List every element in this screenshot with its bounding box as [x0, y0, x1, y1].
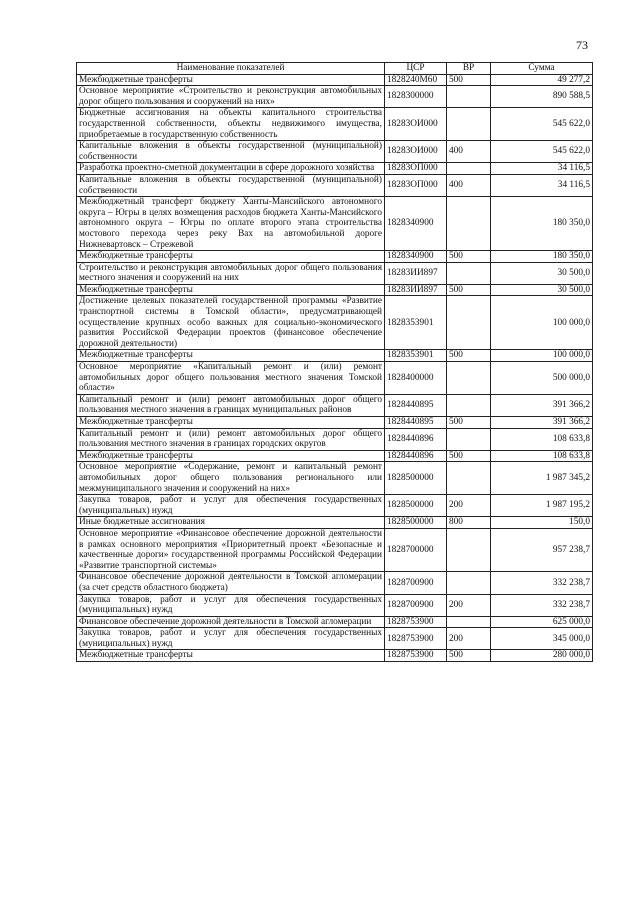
csr-code-cell: 1828340900: [385, 251, 447, 263]
csr-code-cell: 1828353901: [385, 350, 447, 362]
amount-cell: 108 633,8: [491, 450, 593, 462]
table-row: [77, 394, 593, 416]
table-row: [77, 495, 593, 517]
table-row: [77, 141, 593, 163]
indicator-name-cell: Финансовое обеспечение дорожной деятельности в Томской агломерации: [77, 616, 385, 628]
table-row: [77, 362, 593, 395]
indicator-name-cell: Закупка товаров, работ и услуг для обеспечения государственных (муниципальных) нужд: [77, 594, 385, 616]
table-header-row: [77, 63, 593, 75]
amount-cell: 150,0: [491, 517, 593, 529]
indicator-name-cell: Капитальные вложения в объекты государственной (муниципальной) собственности: [77, 174, 385, 196]
amount-cell: 280 000,0: [491, 650, 593, 662]
indicator-name-cell: Межбюджетные трансферты: [77, 284, 385, 296]
vr-code-cell: 400: [447, 141, 491, 163]
csr-code-cell: 18283ИИ897: [385, 284, 447, 296]
vr-code-cell: [447, 616, 491, 628]
csr-code-cell: 1828500000: [385, 517, 447, 529]
vr-code-cell: 500: [447, 417, 491, 429]
table-row: [77, 251, 593, 263]
table-row: [77, 284, 593, 296]
vr-code-cell: [447, 428, 491, 450]
table-row: [77, 350, 593, 362]
budget-table: [76, 62, 593, 662]
indicator-name-cell: Закупка товаров, работ и услуг для обеспечения государственных (муниципальных) нужд: [77, 628, 385, 650]
vr-code-cell: 800: [447, 517, 491, 529]
indicator-name-cell: Закупка товаров, работ и услуг для обеспечения государственных (муниципальных) нужд: [77, 495, 385, 517]
amount-cell: 957 238,7: [491, 528, 593, 571]
table-row: [77, 174, 593, 196]
csr-code-cell: 18283ОП000: [385, 163, 447, 175]
header-name: Наименование показателей: [77, 63, 385, 75]
table-row: [77, 616, 593, 628]
table-row: [77, 517, 593, 529]
indicator-name-cell: Бюджетные ассигнования на объекты капитального строительства государственной собственности, объекты недвижимого имущества, приобретаемые в государственную собственность: [77, 108, 385, 141]
vr-code-cell: 500: [447, 350, 491, 362]
amount-cell: 30 500,0: [491, 262, 593, 284]
indicator-name-cell: Капитальный ремонт и (или) ремонт автомобильных дорог общего пользования местного значения в границах городских округов: [77, 428, 385, 450]
vr-code-cell: 500: [447, 251, 491, 263]
amount-cell: 332 238,7: [491, 594, 593, 616]
amount-cell: 391 366,2: [491, 394, 593, 416]
indicator-name-cell: Достижение целевых показателей государственной программы «Развитие транспортной системы в Томской области», предусматривающей осуществление крупных особо важных для социально-экономического развития Российской Федерации проектов (финансовое обеспечение дорожной деятельности): [77, 296, 385, 350]
table-row: [77, 628, 593, 650]
amount-cell: 1 987 345,2: [491, 462, 593, 495]
vr-code-cell: 500: [447, 74, 491, 86]
table-row: [77, 450, 593, 462]
csr-code-cell: 1828440896: [385, 428, 447, 450]
amount-cell: 34 116,5: [491, 174, 593, 196]
indicator-name-cell: Межбюджетные трансферты: [77, 650, 385, 662]
indicator-name-cell: Межбюджетные трансферты: [77, 74, 385, 86]
vr-code-cell: [447, 262, 491, 284]
table-row: [77, 262, 593, 284]
vr-code-cell: 200: [447, 628, 491, 650]
vr-code-cell: 500: [447, 650, 491, 662]
csr-code-cell: 1828400000: [385, 362, 447, 395]
amount-cell: 30 500,0: [491, 284, 593, 296]
amount-cell: 890 588,5: [491, 86, 593, 108]
csr-code-cell: 1828440895: [385, 394, 447, 416]
vr-code-cell: 400: [447, 174, 491, 196]
amount-cell: 180 350,0: [491, 197, 593, 251]
indicator-name-cell: Капитальные вложения в объекты государственной (муниципальной) собственности: [77, 141, 385, 163]
indicator-name-cell: Капитальный ремонт и (или) ремонт автомобильных дорог общего пользования местного значения в границах муниципальных районов: [77, 394, 385, 416]
amount-cell: 34 116,5: [491, 163, 593, 175]
amount-cell: 49 277,2: [491, 74, 593, 86]
vr-code-cell: [447, 528, 491, 571]
csr-code-cell: 1828300000: [385, 86, 447, 108]
table-body: [77, 63, 593, 662]
amount-cell: 500 000,0: [491, 362, 593, 395]
indicator-name-cell: Финансовое обеспечение дорожной деятельности в Томской агломерации (за счет средств областного бюджета): [77, 572, 385, 594]
amount-cell: 108 633,8: [491, 428, 593, 450]
csr-code-cell: 18283ИИ897: [385, 262, 447, 284]
vr-code-cell: [447, 362, 491, 395]
indicator-name-cell: Разработка проектно-сметной документации в сфере дорожного хозяйства: [77, 163, 385, 175]
csr-code-cell: 1828440896: [385, 450, 447, 462]
csr-code-cell: 18283ОИ000: [385, 141, 447, 163]
table-row: [77, 108, 593, 141]
table-row: [77, 594, 593, 616]
amount-cell: 1 987 195,2: [491, 495, 593, 517]
amount-cell: 545 622,0: [491, 141, 593, 163]
indicator-name-cell: Межбюджетные трансферты: [77, 350, 385, 362]
indicator-name-cell: Строительство и реконструкция автомобильных дорог общего пользования местного значения и сооружений на них: [77, 262, 385, 284]
header-csr: ЦСР: [385, 63, 447, 75]
csr-code-cell: 1828500000: [385, 495, 447, 517]
indicator-name-cell: Основное мероприятие «Капитальный ремонт и (или) ремонт автомобильных дорог общего пользования местного значения Томской области»: [77, 362, 385, 395]
csr-code-cell: 1828753900: [385, 616, 447, 628]
amount-cell: 100 000,0: [491, 350, 593, 362]
table-row: [77, 163, 593, 175]
csr-code-cell: 1828340900: [385, 197, 447, 251]
csr-code-cell: 1828500000: [385, 462, 447, 495]
amount-cell: 545 622,0: [491, 108, 593, 141]
csr-code-cell: 1828700900: [385, 594, 447, 616]
vr-code-cell: [447, 394, 491, 416]
amount-cell: 332 238,7: [491, 572, 593, 594]
table-row: [77, 197, 593, 251]
table-row: [77, 74, 593, 86]
table-row: [77, 428, 593, 450]
indicator-name-cell: Межбюджетные трансферты: [77, 417, 385, 429]
table-row: [77, 86, 593, 108]
indicator-name-cell: Основное мероприятие «Строительство и реконструкция автомобильных дорог общего пользования и сооружений на них»: [77, 86, 385, 108]
indicator-name-cell: Межбюджетный трансферт бюджету Ханты-Мансийского автономного округа – Югры в целях возмещения расходов бюджета Ханты-Мансийского автономного округа – Югры по оплате второго этапа строительства мостового перехода через реку Вах на автомобильной дороге Нижневартовск – Стрежевой: [77, 197, 385, 251]
vr-code-cell: 500: [447, 450, 491, 462]
amount-cell: 345 000,0: [491, 628, 593, 650]
amount-cell: 391 366,2: [491, 417, 593, 429]
indicator-name-cell: Иные бюджетные ассигнования: [77, 517, 385, 529]
table-row: [77, 572, 593, 594]
table-row: [77, 462, 593, 495]
vr-code-cell: [447, 296, 491, 350]
vr-code-cell: [447, 462, 491, 495]
indicator-name-cell: Межбюджетные трансферты: [77, 450, 385, 462]
header-vr: ВР: [447, 63, 491, 75]
csr-code-cell: 1828700000: [385, 528, 447, 571]
csr-code-cell: 1828240М60: [385, 74, 447, 86]
csr-code-cell: 18283ОИ000: [385, 108, 447, 141]
vr-code-cell: [447, 86, 491, 108]
csr-code-cell: 1828353901: [385, 296, 447, 350]
header-sum: Сумма: [491, 63, 593, 75]
table-row: [77, 528, 593, 571]
csr-code-cell: 1828753900: [385, 628, 447, 650]
vr-code-cell: 500: [447, 284, 491, 296]
csr-code-cell: 18283ОП000: [385, 174, 447, 196]
vr-code-cell: [447, 197, 491, 251]
vr-code-cell: 200: [447, 594, 491, 616]
table-row: [77, 417, 593, 429]
table-row: [77, 296, 593, 350]
vr-code-cell: [447, 572, 491, 594]
vr-code-cell: 200: [447, 495, 491, 517]
csr-code-cell: 1828700900: [385, 572, 447, 594]
indicator-name-cell: Основное мероприятие «Содержание, ремонт и капитальный ремонт автомобильных дорог общего пользования регионального или межмуниципального значения и сооружений на них»: [77, 462, 385, 495]
amount-cell: 625 000,0: [491, 616, 593, 628]
indicator-name-cell: Межбюджетные трансферты: [77, 251, 385, 263]
table-row: [77, 650, 593, 662]
vr-code-cell: [447, 108, 491, 141]
indicator-name-cell: Основное мероприятие «Финансовое обеспечение дорожной деятельности в рамках основного мероприятия «Приоритетный проект «Безопасные и качественные дороги» государственной программы Российской Федерации «Развитие транспортной системы»: [77, 528, 385, 571]
vr-code-cell: [447, 163, 491, 175]
page-number: 73: [576, 38, 588, 52]
amount-cell: 100 000,0: [491, 296, 593, 350]
csr-code-cell: 1828753900: [385, 650, 447, 662]
amount-cell: 180 350,0: [491, 251, 593, 263]
csr-code-cell: 1828440895: [385, 417, 447, 429]
